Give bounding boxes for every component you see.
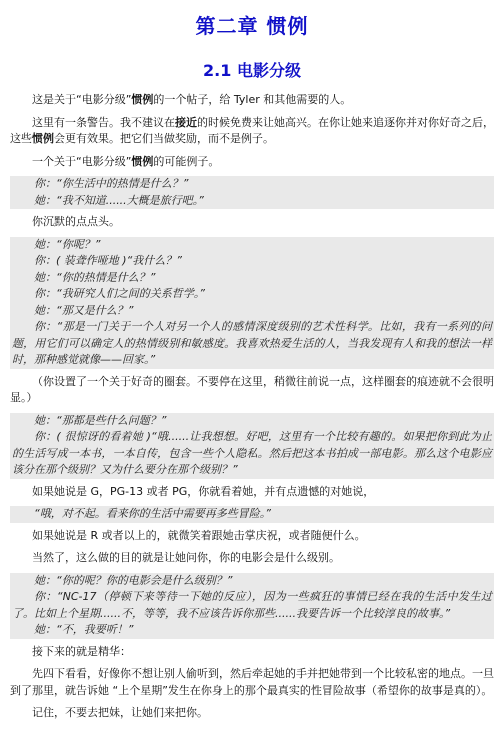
dialogue-line: “哦，对不起。看来你的生活中需要再多些冒险。” [34,507,271,520]
text-run: 的时候免费来让她高兴。在你让她来追逐你并对你好奇之后，这些 [10,115,494,145]
bold-term: 惯例 [32,132,54,145]
text-run: 的一个帖子，给 Tyler 和其他需要的人。 [153,93,352,106]
dialogue-line: 她：“你的热情是什么？” [34,270,156,284]
text-run: 这里有一条警告。我不建议在 [32,115,175,129]
dialogue-block-5 [10,573,494,639]
dialogue-line: 你：“你生活中的热情是什么？” [34,177,189,190]
body-paragraph: 如果她说是 R 或者以上的，就微笑着跟她击掌庆祝，或者随便什么。 [32,528,366,542]
dialogue-line: 她：“那又是什么？” [34,303,134,317]
dialogue-block-4 [10,506,494,523]
section-title: 2.1 电影分级 [203,61,301,80]
bold-term: 惯例 [131,93,154,106]
body-paragraph: 先四下看看，好像你不想让别人偷听到，然后牵起她的手并把她带到一个比较私密的地点。一旦到了那里，就告诉她 “上个星期”发生在你身上的那个最真实的性冒险故事（希望你的故事是真的）。 [10,667,494,697]
body-paragraph: 记住，不要去把妹，让她们来把你。 [32,706,208,719]
dialogue-line: 她：“你的呢？你的电影会是什么级别？” [34,573,233,587]
dialogue-line: 她：“那都是些什么问题？” [34,413,167,427]
chapter-title: 第二章 惯例 [195,14,309,38]
text-run: 这是关于“电影分级” [32,93,132,106]
intro-paragraph-1 [10,92,494,109]
dialogue-block-2 [10,237,494,369]
body-paragraph: 接下来的就是精华： [32,644,131,658]
body-paragraph: 你沉默的点点头。 [32,215,120,228]
text-run: 一个关于“电影分级” [32,154,132,168]
intro-paragraph-2 [10,115,494,148]
dialogue-block-3 [10,413,494,479]
intro-paragraph-3 [10,154,494,171]
dialogue-line: 你：“那是一门关于一个人对另一个人的感情深度级别的艺术性科学。比如，我有一系列的问题，用它们可以确定人的热情级别和敏感度。我喜欢热爱生活的人，当我发现有人和我的想法一样时，那种感觉就像——回家。” [12,320,492,366]
bold-term: 惯例 [131,154,154,168]
bold-term: 接近 [175,115,197,129]
dialogue-line: 你：( 很惊讶的看着她 )“哦......让我想想。好吧，这里有一个比较有趣的。如果把你到此为止的生活写成一本书，一本自传，包含一些个人隐私。然后把这本书拍成一部电影。那么这个电影应该分在那个级别？又为什么要分在那个级别？” [12,430,492,476]
body-paragraph: 如果她说是 G，PG-13 或者 PG，你就看着她，并有点遗憾的对她说， [32,484,375,498]
dialogue-line: 她：“你呢？” [34,237,101,251]
dialogue-block-1 [10,176,494,209]
body-paragraph: 当然了，这么做的目的就是让她问你，你的电影会是什么级别。 [32,551,340,564]
text-run: 的可能例子。 [153,154,220,168]
dialogue-line: 你：“我研究人们之间的关系哲学。” [34,287,205,300]
dialogue-line: 她：“我不知道......大概是旅行吧。” [34,193,204,207]
text-run: 会更有效果。把它们当做奖励，而不是例子。 [54,132,274,145]
body-paragraph: （你设置了一个关于好奇的圈套。不要停在这里，稍微往前说一点，这样圈套的痕迹就不会很明显。） [10,374,494,404]
dialogue-line: 你：“NC-17（停顿下来等待一下她的反应），因为一些疯狂的事情已经在我的生活中发生过了。比如上个星期......不，等等，我不应该告诉你那些......我要告诉一个比较淳良的故事。” [12,590,492,620]
dialogue-line: 她：“不，我要听！” [34,623,134,636]
dialogue-line: 你：( 装聋作哑地 )“我什么？” [34,254,182,267]
